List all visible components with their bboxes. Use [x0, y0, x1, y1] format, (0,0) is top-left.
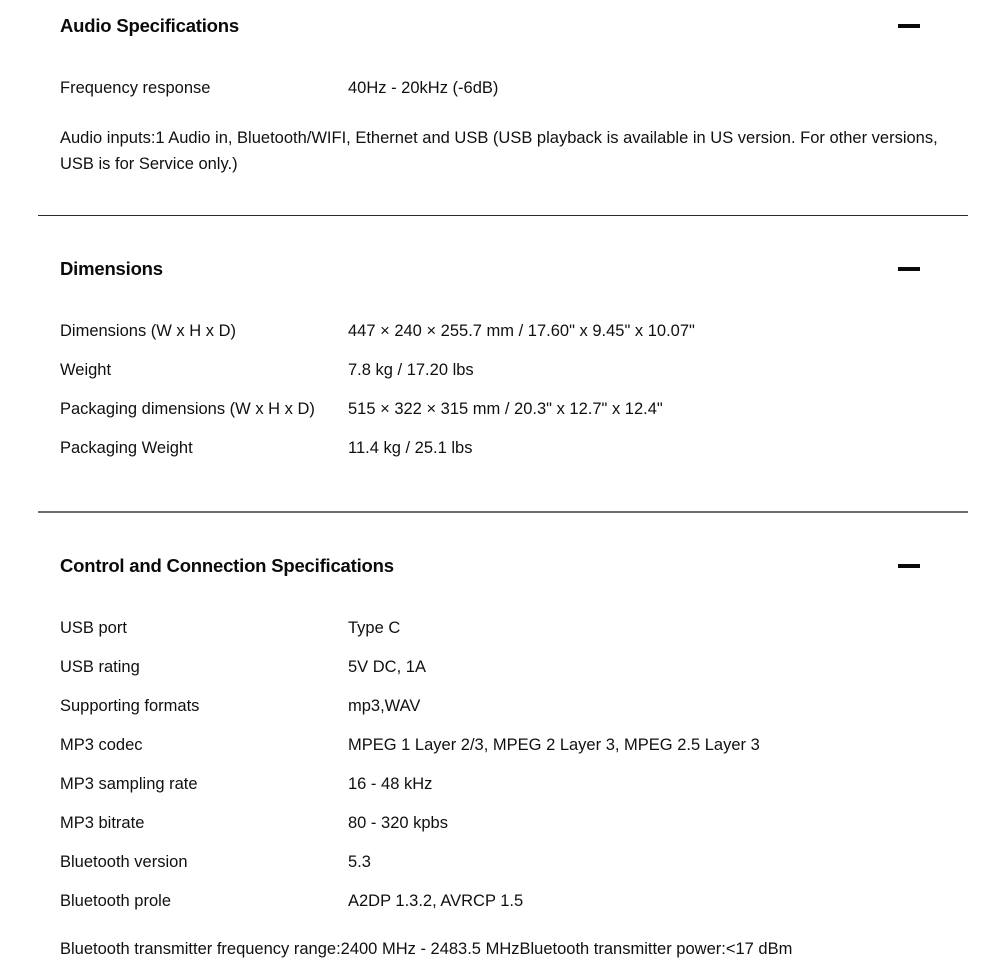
- section-header-audio-specifications[interactable]: [0, 0, 995, 52]
- spacer: [0, 52, 995, 74]
- spacer: [0, 592, 995, 614]
- spec-label: MP3 sampling rate: [60, 775, 198, 793]
- section-title: Audio Specifications: [60, 14, 239, 36]
- spacer: [0, 177, 995, 215]
- section-header-control-and-connection-specifications[interactable]: [0, 540, 995, 592]
- section-title: Dimensions: [60, 257, 163, 279]
- spec-label: Frequency response: [60, 79, 211, 97]
- table-row: [60, 356, 967, 395]
- section-control-and-connection-specifications: [0, 513, 995, 962]
- section-dimensions: [0, 216, 995, 511]
- spec-value: 7.8 kg / 17.20 lbs: [348, 361, 474, 379]
- spec-value: MPEG 1 Layer 2/3, MPEG 2 Layer 3, MPEG 2.5 Layer 3: [348, 736, 760, 754]
- spec-value: 447 × 240 × 255.7 mm / 17.60" x 9.45" x 10.07": [348, 322, 695, 340]
- collapse-toggle-control-and-connection-specifications[interactable]: [892, 549, 926, 583]
- minus-icon: [898, 564, 920, 568]
- section-audio-specifications: [0, 0, 995, 215]
- spec-label: Packaging Weight: [60, 439, 193, 457]
- spec-label: Supporting formats: [60, 697, 200, 715]
- spacer: [60, 926, 967, 936]
- spec-label: Packaging dimensions (W x H x D): [60, 400, 315, 418]
- spec-label: Dimensions (W x H x D): [60, 322, 237, 340]
- section-title: Control and Connection Specifications: [60, 554, 394, 576]
- spec-table-control-and-connection-specifications: [0, 614, 995, 962]
- spec-value: A2DP 1.3.2, AVRCP 1.5: [348, 892, 524, 910]
- table-row: [60, 848, 967, 887]
- spec-label: Weight: [60, 361, 112, 379]
- table-row: [60, 614, 967, 653]
- spec-value: Type C: [348, 619, 401, 637]
- spec-label: MP3 codec: [60, 736, 143, 754]
- spacer: [0, 513, 995, 540]
- spacer: [0, 473, 995, 511]
- spec-value: 16 - 48 kHz: [348, 775, 433, 793]
- table-row: [60, 395, 967, 434]
- spacer: [0, 295, 995, 317]
- minus-icon: [898, 267, 920, 271]
- spacer: [60, 113, 967, 125]
- spec-table-dimensions: [0, 317, 995, 473]
- spacer: [0, 216, 995, 243]
- spec-label: MP3 bitrate: [60, 814, 145, 832]
- table-row: [60, 809, 967, 848]
- table-row: [60, 887, 967, 926]
- spec-label: Bluetooth version: [60, 853, 188, 871]
- collapse-toggle-audio-specifications[interactable]: [892, 9, 926, 43]
- spec-label: USB port: [60, 619, 127, 637]
- table-row: [60, 770, 967, 809]
- collapse-toggle-dimensions[interactable]: [892, 252, 926, 286]
- spec-note: Bluetooth transmitter frequency range:2400 MHz - 2483.5 MHzBluetooth transmitter power:<17 dBm: [60, 940, 793, 958]
- spec-label: Bluetooth prole: [60, 892, 171, 910]
- table-row: [60, 653, 967, 692]
- spec-value: 5.3: [348, 853, 371, 871]
- table-row: [60, 434, 967, 473]
- table-row: [60, 74, 967, 113]
- table-row: [60, 317, 967, 356]
- table-row: [60, 731, 967, 770]
- spec-note: Audio inputs:1 Audio in, Bluetooth/WIFI, Ethernet and USB (USB playback is available in US version. For other versions, USB is for Service only.): [60, 129, 938, 173]
- spec-value: 11.4 kg / 25.1 lbs: [348, 439, 473, 457]
- spec-value: 40Hz - 20kHz (-6dB): [348, 79, 499, 97]
- spec-value: 515 × 322 × 315 mm / 20.3" x 12.7" x 12.4": [348, 400, 663, 418]
- spec-table-audio-specifications: [0, 74, 995, 177]
- spec-value: 80 - 320 kpbs: [348, 814, 448, 832]
- section-header-dimensions[interactable]: [0, 243, 995, 295]
- spec-value: 5V DC, 1A: [348, 658, 426, 676]
- minus-icon: [898, 24, 920, 28]
- spec-value: mp3,WAV: [348, 697, 421, 715]
- spec-label: USB rating: [60, 658, 140, 676]
- table-row: [60, 692, 967, 731]
